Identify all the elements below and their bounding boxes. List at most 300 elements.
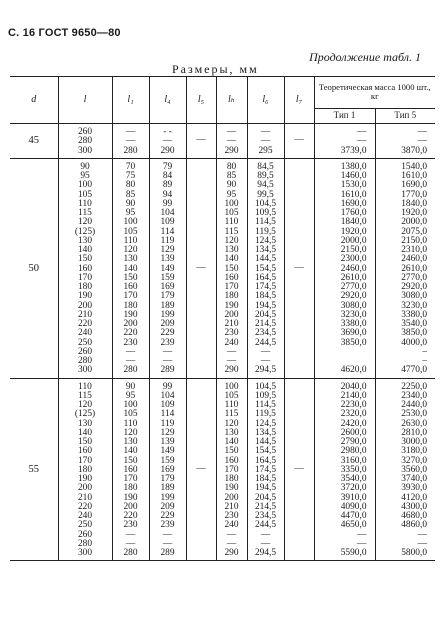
- table-cell-value: 294,5: [254, 548, 277, 558]
- table-cell-value: 2000,0: [401, 217, 428, 228]
- table-cell-value: 244,5: [254, 337, 277, 348]
- table-cell-value: 2300,0: [340, 254, 367, 265]
- table-cell-value: 115: [78, 208, 92, 218]
- table-cell-value: 184,5: [254, 291, 277, 302]
- table-cell-value: 290: [224, 145, 239, 156]
- table-cell-value: 1690,0: [401, 180, 428, 191]
- table-cell-value: 70: [125, 161, 136, 172]
- table-cell-value: 90: [80, 161, 90, 172]
- table-cell-value: 99,5: [257, 189, 274, 200]
- table-cell-value: 2440,0: [401, 400, 428, 410]
- table-cell-value: —: [226, 529, 237, 540]
- table-cell-value: 200: [224, 309, 239, 320]
- mass-type1-values: [314, 124, 375, 159]
- table-cell-value: 150: [77, 254, 93, 265]
- table-cell-value: 3350,0: [340, 464, 367, 475]
- table-cell-value: 129: [160, 245, 175, 255]
- table-cell-value: 3000,0: [401, 437, 428, 447]
- lh-values: [216, 124, 247, 159]
- table-cell-value: 2420,0: [340, 418, 367, 429]
- table-cell-value: 190: [224, 483, 239, 494]
- table-cell-value: 154,5: [254, 263, 277, 274]
- table-cell-value: 2530,0: [401, 409, 428, 420]
- l4-values: [149, 124, 186, 159]
- mass-type1-values: [314, 378, 375, 561]
- l6-values: [247, 378, 284, 561]
- table-cell-value: 220: [123, 328, 138, 339]
- table-cell-value: 150: [123, 455, 138, 466]
- table-cell-value: 140: [123, 446, 138, 457]
- table-cell-value: 170: [77, 455, 93, 466]
- table-cell-value: 180: [224, 291, 239, 302]
- l6-values: [247, 124, 284, 159]
- col-header-l1: l₁: [112, 77, 149, 124]
- table-cell-value: 115: [224, 409, 239, 420]
- table-cell-value: 190: [77, 291, 93, 302]
- lh-values: [216, 158, 247, 378]
- table-cell-value: 100: [123, 217, 138, 228]
- table-cell-value: 2140,0: [340, 390, 367, 401]
- table-cell-value: 200: [123, 319, 138, 329]
- table-cell-value: –: [422, 356, 428, 366]
- table-cell-value: 2150,0: [340, 245, 367, 255]
- group-d45: [10, 124, 435, 159]
- table-cell-value: 160: [77, 446, 93, 457]
- table-cell-value: 1840,0: [340, 217, 367, 228]
- table-cell-value: 130: [123, 437, 138, 447]
- table-cell-value: 140: [224, 437, 239, 447]
- table-cell-value: 3740,0: [401, 474, 428, 484]
- l-values: [58, 124, 112, 159]
- table-cell-value: 2610,0: [340, 272, 367, 283]
- table-cell-value: 170: [224, 464, 239, 475]
- table-cell-value: 210: [77, 492, 93, 503]
- table-cell-value: 300: [77, 548, 93, 558]
- table-cell-value: 75: [125, 171, 136, 181]
- table-cell-value: 2600,0: [340, 427, 367, 438]
- table-header: [10, 77, 435, 124]
- l-values: [58, 378, 112, 561]
- table-cell-value: 260: [77, 127, 93, 137]
- table-continuation-caption: Продолжение табл. 1: [309, 50, 421, 64]
- table-cell-value: 234,5: [254, 511, 277, 521]
- table-cell-value: —: [260, 529, 271, 540]
- table-cell-value: —: [125, 136, 136, 147]
- mass-type5-values: [375, 378, 435, 561]
- table-cell-value: 230: [224, 328, 239, 339]
- table-cell-value: 1760,0: [340, 208, 367, 218]
- col-header-l: l: [58, 77, 112, 124]
- table-frame: [10, 76, 435, 626]
- table-cell-value: 160: [224, 272, 239, 283]
- l-values: [58, 158, 112, 378]
- table-cell-value: 230: [123, 520, 138, 531]
- table-cell-value: 105: [224, 208, 239, 218]
- table-cell-value: 2920,0: [401, 282, 428, 292]
- table-cell-value: —: [417, 136, 428, 147]
- table-cell-value: —: [162, 538, 173, 549]
- table-cell-value: 105: [123, 226, 138, 237]
- table-cell-value: 130: [77, 418, 93, 429]
- table-cell-value: 3540,0: [340, 474, 367, 484]
- table-cell-value: 174,5: [254, 464, 277, 475]
- table-cell-value: 250: [77, 337, 93, 348]
- table-cell-value: 2150,0: [401, 235, 428, 246]
- table-cell-value: 109: [160, 400, 175, 410]
- table-cell-value: 229: [160, 328, 175, 339]
- table-cell-value: 260: [77, 346, 93, 357]
- table-cell-value: 114,5: [255, 217, 276, 228]
- table-cell-value: 240: [77, 328, 93, 339]
- table-cell-value: 1610,0: [401, 171, 428, 181]
- table-cell-value: 150: [224, 263, 239, 274]
- col-header-l4: l₄: [149, 77, 186, 124]
- table-cell-value: 104,5: [254, 381, 277, 392]
- table-cell-value: 170: [77, 272, 93, 283]
- l4-values: [149, 158, 186, 378]
- table-cell-value: 200: [224, 492, 239, 503]
- table-cell-value: 89,5: [257, 171, 274, 181]
- table-cell-value: 190: [224, 300, 239, 311]
- table-cell-value: 229: [160, 511, 175, 521]
- table-cell-value: 160: [123, 282, 138, 292]
- table-cell-value: 2920,0: [340, 291, 367, 302]
- table-cell-value: 149: [160, 263, 175, 274]
- table-cell-value: 109,5: [254, 208, 277, 218]
- table-cell-value: 110: [123, 235, 138, 246]
- table-cell-value: 2790,0: [340, 437, 367, 447]
- table-cell-value: 3180,0: [401, 446, 428, 457]
- table-cell-value: 220: [77, 501, 93, 512]
- table-cell-value: 4680,0: [401, 511, 428, 521]
- table-cell-value: 160: [77, 263, 93, 274]
- table-cell-value: 140: [77, 427, 93, 438]
- group-d55: [10, 378, 435, 561]
- dimensions-table: [10, 76, 435, 561]
- table-cell-value: 2040,0: [340, 381, 367, 392]
- table-cell-value: 159: [160, 455, 175, 466]
- table-cell-value: 1460,0: [340, 171, 367, 181]
- sizes-caption: Размеры, мм: [172, 62, 259, 76]
- table-cell-value: 110: [224, 217, 239, 228]
- table-cell-value: 160: [123, 464, 138, 475]
- table-cell-value: 2310,0: [401, 245, 428, 255]
- table-cell-value: 220: [77, 319, 93, 329]
- table-cell-value: 100: [123, 400, 138, 410]
- table-cell-value: 239: [160, 520, 175, 531]
- table-cell-value: 295: [258, 145, 273, 156]
- table-cell-value: 4620,0: [340, 365, 367, 376]
- l7-value: —: [284, 158, 314, 378]
- table-cell-value: 1840,0: [401, 198, 428, 209]
- table-cell-value: 2460,0: [340, 263, 367, 274]
- table-cell-value: 104: [160, 208, 175, 218]
- table-cell-value: 204,5: [254, 492, 277, 503]
- table-cell-value: 130: [77, 235, 93, 246]
- table-cell-value: 89: [162, 180, 173, 191]
- mass-type1-values: [314, 158, 375, 378]
- table-cell-value: 250: [77, 520, 93, 531]
- l6-values: [247, 158, 284, 378]
- table-cell-value: 5590,0: [340, 548, 367, 558]
- table-cell-value: 1770,0: [401, 189, 428, 200]
- table-cell-value: 4650,0: [340, 520, 367, 531]
- table-cell-value: 179: [160, 474, 175, 484]
- table-cell-value: 239: [160, 337, 175, 348]
- l1-values: [112, 124, 149, 159]
- table-cell-value: 2230,0: [340, 400, 367, 410]
- table-cell-value: 130: [123, 254, 138, 265]
- table-cell-value: 80: [226, 161, 237, 172]
- table-cell-value: 1920,0: [340, 226, 367, 237]
- table-cell-value: 180: [77, 464, 93, 475]
- table-cell-value: 105: [224, 390, 239, 401]
- table-cell-value: —: [260, 346, 271, 357]
- table-cell-value: 119,5: [255, 409, 276, 420]
- page-reference: С. 16 ГОСТ 9650—80: [8, 27, 121, 39]
- table-cell-value: 4470,0: [340, 511, 367, 521]
- table-cell-value: 1380,0: [340, 161, 367, 172]
- table-cell-value: 280: [123, 145, 138, 156]
- table-cell-value: 110: [78, 198, 92, 209]
- table-cell-value: 189: [160, 300, 175, 311]
- table-cell-value: 120: [123, 245, 138, 255]
- table-cell-value: 190: [77, 474, 93, 484]
- group-d50: [10, 158, 435, 378]
- table-cell-value: 109: [160, 217, 175, 228]
- table-cell-value: 2810,0: [401, 427, 428, 438]
- l7-value: —: [284, 124, 314, 159]
- table-cell-value: 3380,0: [340, 319, 367, 329]
- table-cell-value: 204,5: [254, 309, 277, 320]
- table-cell-value: 3910,0: [340, 492, 367, 503]
- table-cell-value: 199: [160, 309, 175, 320]
- table-cell-value: 220: [123, 511, 138, 521]
- table-cell-value: 120: [77, 400, 93, 410]
- table-cell-value: 184,5: [254, 474, 277, 484]
- table-cell-value: 2630,0: [401, 418, 428, 429]
- table-cell-value: 3690,0: [340, 328, 367, 339]
- table-cell-value: 210: [224, 501, 239, 512]
- table-cell-value: 85: [125, 189, 136, 200]
- table-cell-value: 169: [160, 464, 175, 475]
- table-cell-value: 209: [160, 501, 175, 512]
- table-cell-value: 94: [162, 189, 173, 200]
- table-cell-value: 2320,0: [340, 409, 367, 420]
- table-cell-value: —: [417, 529, 428, 540]
- table-cell-value: 210: [224, 319, 239, 329]
- table-cell-value: 120: [224, 235, 239, 246]
- table-cell-value: 180: [123, 483, 138, 494]
- col-header-type5: Тип 5: [375, 108, 435, 123]
- table-cell-value: 85: [226, 171, 237, 181]
- table-cell-value: 280: [77, 136, 93, 147]
- table-cell-value: 240: [77, 511, 93, 521]
- table-cell-value: 159: [160, 272, 175, 283]
- table-cell-value: —: [162, 136, 173, 147]
- table-cell-value: 200: [123, 501, 138, 512]
- table-cell-value: 80: [125, 180, 136, 191]
- table-cell-value: –: [422, 346, 428, 357]
- table-cell-value: 194,5: [254, 483, 277, 494]
- table-cell-value: 124,5: [254, 418, 277, 429]
- table-cell-value: —: [162, 356, 173, 366]
- table-cell-value: 180: [224, 474, 239, 484]
- table-cell-value: 3850,0: [340, 337, 367, 348]
- table-cell-value: 3230,0: [401, 300, 428, 311]
- table-cell-value: 4090,0: [340, 501, 367, 512]
- mass-type5-values: [375, 158, 435, 378]
- table-cell-value: 209: [160, 319, 175, 329]
- table-cell-value: 84,5: [257, 161, 274, 172]
- table-cell-value: 90: [226, 180, 237, 191]
- table-cell-value: 4860,0: [401, 520, 428, 531]
- table-cell-value: 130: [224, 427, 239, 438]
- l7-value: —: [284, 378, 314, 561]
- table-cell-value: 164,5: [254, 272, 277, 283]
- table-cell-value: 119: [160, 418, 175, 429]
- col-header-mass: Теоретическая масса 1000 шт., кг: [314, 77, 435, 109]
- l5-value: —: [186, 124, 216, 159]
- table-cell-value: 200: [77, 483, 93, 494]
- table-cell-value: —: [125, 529, 136, 540]
- table-cell-value: 130: [224, 245, 239, 255]
- l5-value: —: [186, 158, 216, 378]
- table-cell-value: 1610,0: [340, 189, 367, 200]
- table-cell-value: 4000,0: [401, 337, 428, 348]
- lh-values: [216, 378, 247, 561]
- col-header-l6: l₆: [247, 77, 284, 124]
- table-cell-value: 3080,0: [401, 291, 428, 302]
- table-cell-value: 179: [160, 291, 175, 302]
- table-cell-value: 290: [160, 145, 175, 156]
- table-cell-value: 79: [162, 161, 173, 172]
- table-cell-value: 2340,0: [401, 390, 428, 401]
- table-cell-value: 95: [226, 189, 237, 200]
- table-cell-value: 115: [78, 390, 92, 401]
- table-cell-value: 154,5: [254, 446, 277, 457]
- table-cell-value: 200: [77, 300, 93, 311]
- table-cell-value: 190: [123, 309, 138, 320]
- table-cell-value: 4770,0: [401, 365, 428, 376]
- table-cell-value: 149: [160, 446, 175, 457]
- table-cell-value: —: [357, 136, 367, 147]
- l4-values: [149, 378, 186, 561]
- table-cell-value: 114: [160, 409, 175, 420]
- table-cell-value: 120: [77, 217, 93, 228]
- table-cell-value: 105: [77, 189, 93, 200]
- table-cell-value: 90: [125, 381, 136, 392]
- table-cell-value: 4300,0: [401, 501, 428, 512]
- table-cell-value: - -: [163, 127, 172, 137]
- table-cell-value: 4120,0: [401, 492, 428, 503]
- table-cell-value: 109,5: [254, 390, 277, 401]
- table-cell-value: 294,5: [254, 365, 277, 376]
- table-cell-value: 3870,0: [401, 145, 428, 156]
- table-cell-value: 300: [77, 365, 93, 376]
- col-header-lh: lₕ: [216, 77, 247, 124]
- table-cell-value: 160: [224, 455, 239, 466]
- l1-values: [112, 378, 149, 561]
- table-cell-value: 99: [162, 381, 173, 392]
- table-cell-value: 3540,0: [401, 319, 428, 329]
- col-header-type1: Тип 1: [314, 108, 375, 123]
- table-cell-value: —: [260, 538, 271, 549]
- table-cell-value: 139: [160, 254, 175, 265]
- table-cell-value: 1530,0: [340, 180, 367, 191]
- table-cell-value: —: [417, 538, 428, 549]
- table-cell-value: 134,5: [254, 427, 277, 438]
- table-cell-value: —: [260, 356, 271, 366]
- table-cell-value: 234,5: [254, 328, 277, 339]
- table-cell-value: 180: [123, 300, 138, 311]
- table-cell-value: 1540,0: [401, 161, 428, 172]
- table-cell-value: 95: [125, 390, 136, 401]
- table-cell-value: 289: [160, 548, 175, 558]
- table-cell-value: 100: [224, 198, 239, 209]
- table-cell-value: 5800,0: [401, 548, 428, 558]
- table-cell-value: 95: [125, 208, 136, 218]
- table-cell-value: —: [226, 346, 237, 357]
- table-cell-value: 120: [123, 427, 138, 438]
- table-cell-value: 114,5: [255, 400, 276, 410]
- table-cell-value: 290: [224, 548, 239, 558]
- table-cell-value: 180: [77, 282, 93, 292]
- table-cell-value: (125): [74, 226, 96, 237]
- table-cell-value: 170: [123, 474, 138, 484]
- table-cell-value: 3930,0: [401, 483, 428, 494]
- table-cell-value: 139: [160, 437, 175, 447]
- table-cell-value: 280: [123, 365, 138, 376]
- table-cell-value: 3560,0: [401, 464, 428, 475]
- table-cell-value: 170: [123, 291, 138, 302]
- diameter-cell: 55: [10, 378, 58, 561]
- l1-values: [112, 158, 149, 378]
- table-cell-value: 3230,0: [340, 309, 367, 320]
- col-header-l5: l₅: [186, 77, 216, 124]
- table-cell-value: 280: [123, 548, 138, 558]
- table-cell-value: —: [162, 346, 173, 357]
- table-cell-value: 214,5: [254, 501, 277, 512]
- table-cell-value: 214,5: [254, 319, 277, 329]
- table-cell-value: —: [226, 136, 237, 147]
- table-cell-value: 120: [224, 418, 239, 429]
- table-cell-value: 210: [77, 309, 93, 320]
- table-cell-value: 2770,0: [340, 282, 367, 292]
- table-cell-value: 230: [224, 511, 239, 521]
- table-cell-value: 300: [77, 145, 93, 156]
- table-cell-value: 290: [224, 365, 239, 376]
- table-cell-value: 199: [160, 492, 175, 503]
- table-cell-value: —: [357, 538, 367, 549]
- table-cell-value: 260: [77, 529, 93, 540]
- table-cell-value: 150: [123, 272, 138, 283]
- table-cell-value: 1920,0: [401, 208, 428, 218]
- table-cell-value: 2610,0: [401, 263, 428, 274]
- col-header-l7: l₇: [284, 77, 314, 124]
- table-cell-value: 230: [123, 337, 138, 348]
- table-cell-value: 240: [224, 337, 239, 348]
- table-cell-value: 90: [125, 198, 136, 209]
- table-cell-value: 95: [80, 171, 90, 181]
- table-cell-value: 244,5: [254, 520, 277, 531]
- table-cell-value: —: [260, 136, 271, 147]
- table-cell-value: 164,5: [254, 455, 277, 466]
- table-cell-value: 289: [160, 365, 175, 376]
- table-cell-value: —: [226, 356, 237, 366]
- table-cell-value: 150: [77, 437, 93, 447]
- table-cell-value: 280: [77, 538, 93, 549]
